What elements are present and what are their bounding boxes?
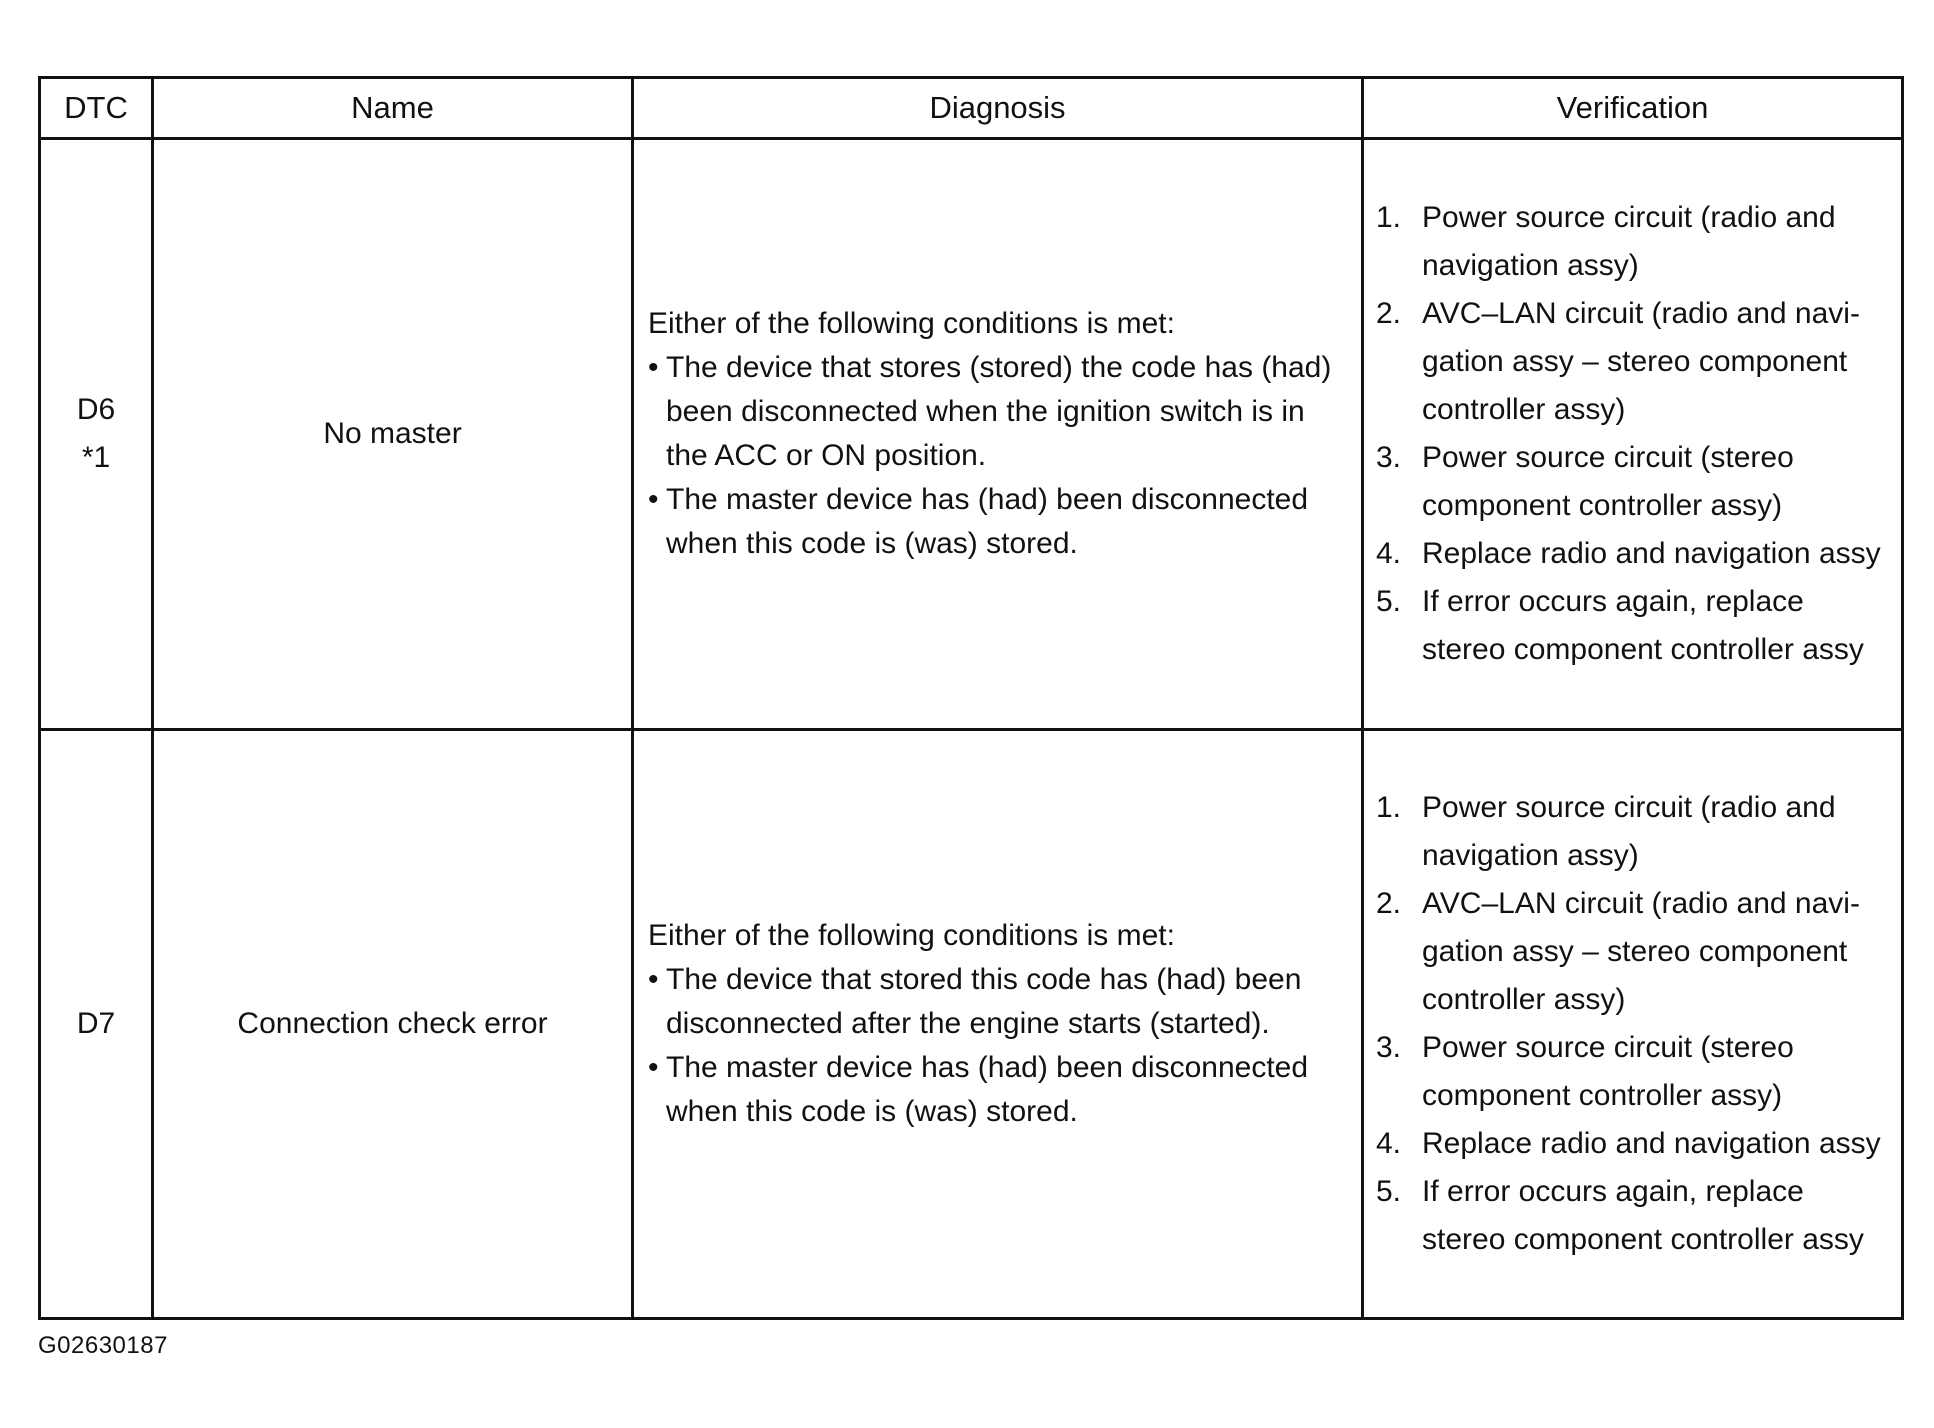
list-item bbox=[1376, 1120, 1891, 1168]
step-text: If error occurs again, replace stereo component controller assy bbox=[1422, 585, 1864, 666]
verification-list bbox=[1364, 194, 1901, 674]
step-number: 5. bbox=[1376, 585, 1402, 618]
list-item bbox=[1376, 290, 1891, 434]
step-text: Power source circuit (stereo component controller assy) bbox=[1422, 1031, 1794, 1112]
step-number: 5. bbox=[1376, 1175, 1402, 1208]
diagnosis-cell bbox=[633, 139, 1363, 730]
step-text: Replace radio and navigation assy bbox=[1422, 1127, 1881, 1160]
step-number: 2. bbox=[1376, 297, 1402, 330]
header-dtc: DTC bbox=[40, 78, 153, 139]
bullet-icon: • bbox=[648, 351, 659, 384]
step-text: Power source circuit (radio and navigation assy) bbox=[1422, 201, 1836, 282]
step-number: 4. bbox=[1376, 1127, 1402, 1160]
diagnosis-list bbox=[648, 958, 1349, 1134]
list-item bbox=[648, 478, 1349, 566]
diagnosis-item-text: The device that stored this code has (had) been disconnected after the engine starts (started). bbox=[666, 963, 1302, 1040]
verification-cell bbox=[1363, 730, 1903, 1319]
dtc-code: D6 bbox=[76, 393, 116, 426]
diagnosis-intro: Either of the following conditions is met: bbox=[648, 307, 1175, 340]
step-number: 1. bbox=[1376, 201, 1402, 234]
header-diagnosis: Diagnosis bbox=[633, 78, 1363, 139]
dtc-code: D7 bbox=[76, 1007, 116, 1040]
step-text: AVC–LAN circuit (radio and navi-gation assy – stereo component controller assy) bbox=[1422, 297, 1860, 426]
list-item bbox=[1376, 880, 1891, 1024]
step-number: 4. bbox=[1376, 537, 1402, 570]
list-item bbox=[648, 346, 1349, 478]
diagnosis-item-text: The device that stores (stored) the code has (had) been disconnected when the ignition switch is in the ACC or ON position. bbox=[666, 351, 1332, 472]
step-text: Power source circuit (stereo component controller assy) bbox=[1422, 441, 1794, 522]
list-item bbox=[1376, 1168, 1891, 1264]
step-number: 2. bbox=[1376, 887, 1402, 920]
diagnosis-cell bbox=[633, 730, 1363, 1319]
header-name: Name bbox=[153, 78, 633, 139]
bullet-icon: • bbox=[648, 483, 659, 516]
diagnosis-item-text: The master device has (had) been disconnected when this code is (was) stored. bbox=[666, 483, 1309, 560]
diagnosis-intro: Either of the following conditions is met: bbox=[648, 919, 1175, 952]
name-cell: No master bbox=[153, 139, 633, 730]
step-number: 3. bbox=[1376, 1031, 1402, 1064]
verification-list bbox=[1364, 784, 1901, 1264]
dtc-table bbox=[38, 76, 1904, 1320]
header-verification: Verification bbox=[1363, 78, 1903, 139]
step-text: Power source circuit (radio and navigation assy) bbox=[1422, 791, 1836, 872]
list-item bbox=[648, 1046, 1349, 1134]
table-row bbox=[40, 139, 1903, 730]
list-item bbox=[1376, 194, 1891, 290]
step-text: Replace radio and navigation assy bbox=[1422, 537, 1881, 570]
step-text: If error occurs again, replace stereo component controller assy bbox=[1422, 1175, 1864, 1256]
bullet-icon: • bbox=[648, 963, 659, 996]
step-number: 3. bbox=[1376, 441, 1402, 474]
list-item bbox=[1376, 434, 1891, 530]
list-item bbox=[648, 958, 1349, 1046]
verification-cell bbox=[1363, 139, 1903, 730]
diagnosis-list bbox=[648, 346, 1349, 566]
diagnosis-item-text: The master device has (had) been disconnected when this code is (was) stored. bbox=[666, 1051, 1309, 1128]
table-header-row bbox=[40, 78, 1903, 139]
list-item bbox=[1376, 578, 1891, 674]
name-cell: Connection check error bbox=[153, 730, 633, 1319]
dtc-cell bbox=[40, 139, 153, 730]
list-item bbox=[1376, 530, 1891, 578]
step-number: 1. bbox=[1376, 791, 1402, 824]
step-text: AVC–LAN circuit (radio and navi-gation assy – stereo component controller assy) bbox=[1422, 887, 1860, 1016]
list-item bbox=[1376, 1024, 1891, 1120]
table-row bbox=[40, 730, 1903, 1319]
bullet-icon: • bbox=[648, 1051, 659, 1084]
dtc-cell bbox=[40, 730, 153, 1319]
list-item bbox=[1376, 784, 1891, 880]
dtc-note: *1 bbox=[81, 441, 111, 474]
figure-id: G02630187 bbox=[38, 1332, 168, 1359]
